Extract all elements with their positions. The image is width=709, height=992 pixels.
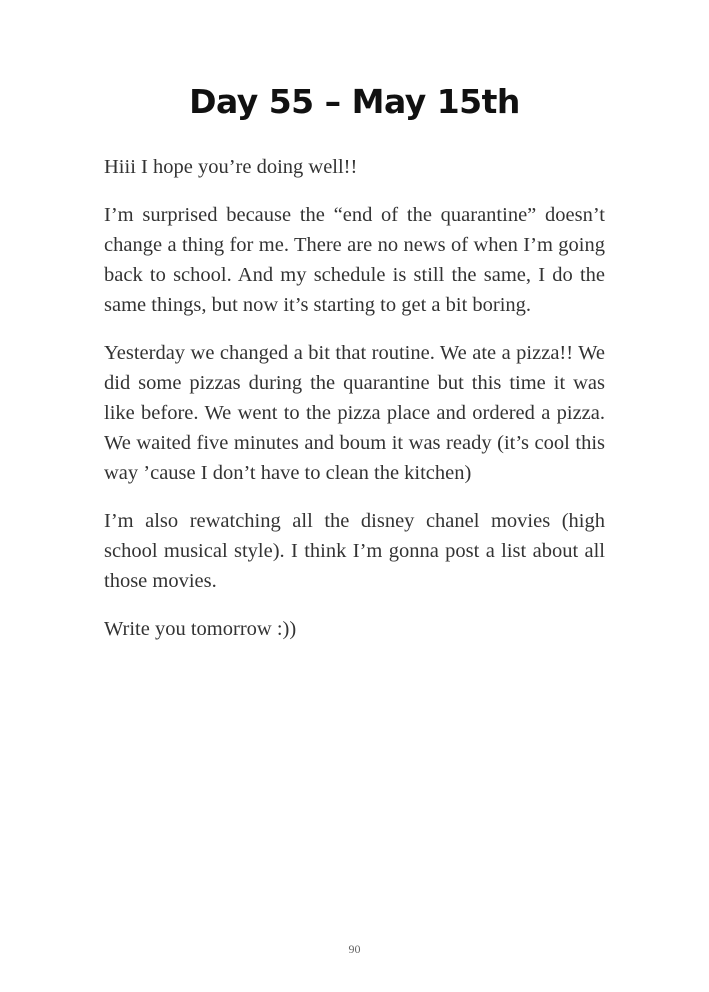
diary-entry-body xyxy=(104,152,605,662)
paragraph-signoff: Write you tomorrow :)) xyxy=(104,618,297,640)
paragraph-pizza: Yesterday we changed a bit that routine. We ate a pizza!! We did some pizzas during the quarantine but this time it was like before. We went to the pizza place and ordered a pizza. We waited five minutes and boum it was ready (it’s cool this way ’cause I don’t have to clean the kitchen) xyxy=(104,342,605,484)
page-number: 90 xyxy=(348,942,361,956)
paragraph-movies: I’m also rewatching all the disney chanel movies (high school musical style). I think I’m gonna post a list about all those movies. xyxy=(104,510,605,592)
paragraph-greeting: Hiii I hope you’re doing well!! xyxy=(104,156,358,178)
page-title: Day 55 – May 15th xyxy=(189,82,520,121)
paragraph-quarantine: I’m surprised because the “end of the quarantine” doesn’t change a thing for me. There are no news of when I’m going back to school. And my schedule is still the same, I do the same things, but now it’s starting to get a bit boring. xyxy=(104,204,605,316)
